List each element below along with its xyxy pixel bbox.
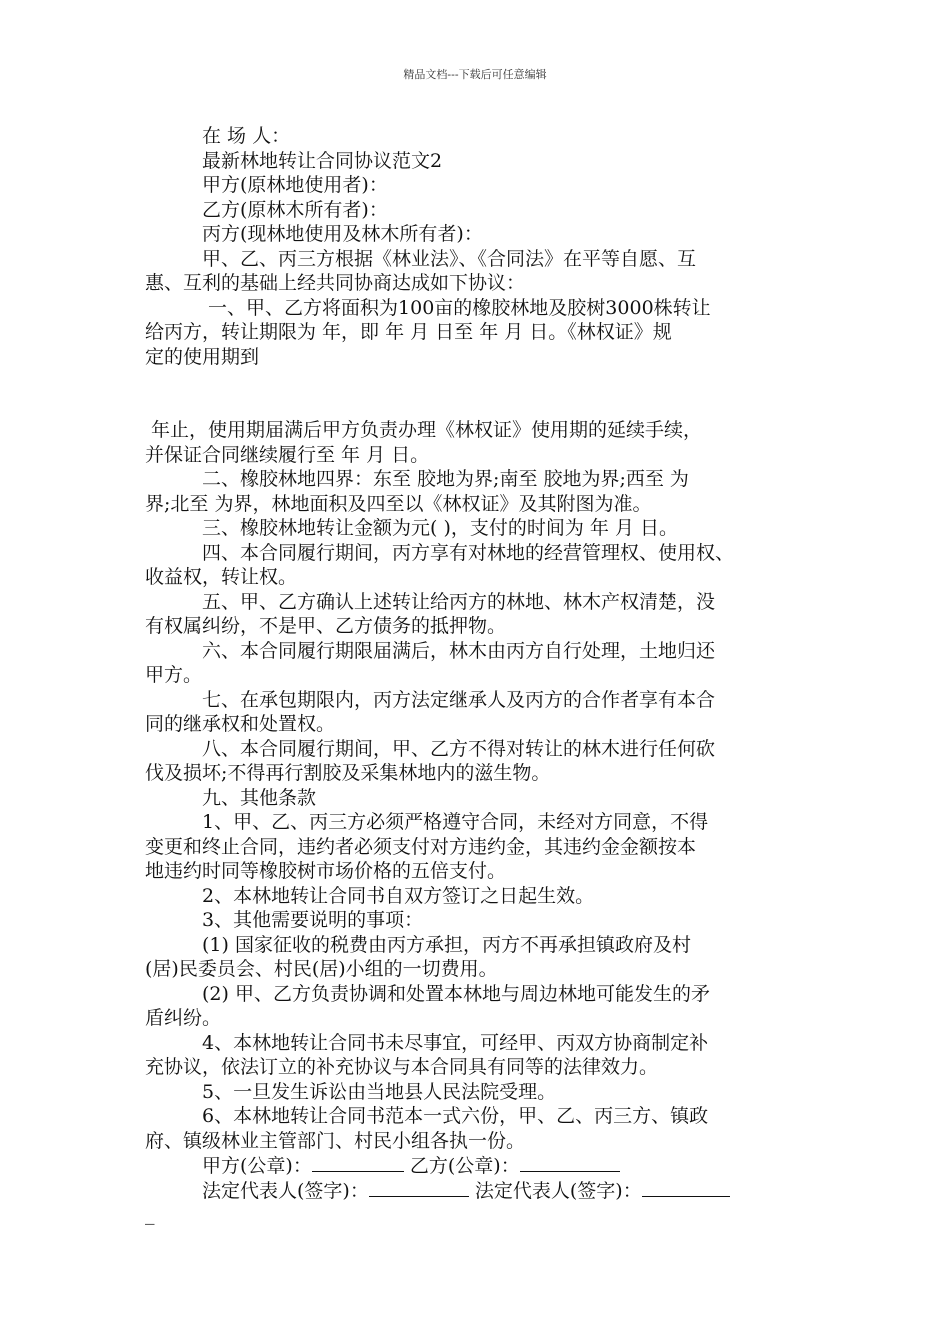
clause-1-line: 定的使用期到 (145, 345, 260, 368)
clause-1-line: 年止，使用期届满后甲方负责办理《林权证》使用期的延续手续， (145, 419, 703, 441)
clause-7-line: 同的继承权和处置权。 (145, 713, 336, 735)
clause-9-heading: 九、其他条款 (202, 786, 317, 809)
sub-clause-line: 4、本林地转让合同书未尽事宜，可经甲、丙双方协商制定补 (202, 1031, 709, 1054)
legal-rep-b-label: 法定代表人(签字)： (474, 1179, 642, 1202)
clause-6-line: 六、本合同履行期限届满后，林木由丙方自行处理，土地归还 (202, 639, 716, 662)
clause-6-line: 甲方。 (145, 664, 203, 686)
sub-clause-line: 变更和终止合同，违约者必须支付对方违约金，其违约金金额按本 (145, 835, 697, 858)
sub-clause-line: 2、本林地转让合同书自双方签订之日起生效。 (202, 884, 595, 907)
witness-line: 在 场 人： (202, 125, 291, 147)
party-c-line: 丙方(现林地使用及林木所有者)： (202, 223, 483, 245)
page-header: 精品文档---下载后可任意编辑 (403, 68, 547, 81)
clause-1-line: 一、甲、乙方将面积为100亩的橡胶林地及胶树3000株转让 (202, 296, 711, 319)
clause-8-line: 八、本合同履行期间，甲、乙方不得对转让的林木进行任何砍 (202, 737, 716, 760)
legal-rep-a-label: 法定代表人(签字)： (202, 1179, 369, 1202)
clause-4-line: 四、本合同履行期间，丙方享有对林地的经营管理权、使用权、 (202, 541, 735, 564)
sub-clause-line: 地违约时同等橡胶树市场价格的五倍支付。 (145, 860, 507, 882)
paragraph-gap (145, 369, 820, 418)
clause-3-line: 三、橡胶林地转让金额为元( )，支付的时间为 年 月 日。 (202, 517, 678, 539)
party-a-line: 甲方(原林地使用者)： (202, 174, 388, 196)
legal-rep-a-blank (369, 1178, 469, 1197)
trailing-dash: _ (145, 1203, 155, 1225)
clause-2-line: 二、橡胶林地四界：东至 胶地为界;南至 胶地为界;西至 为 (202, 468, 689, 490)
sub-clause-line: 盾纠纷。 (145, 1007, 222, 1029)
clause-1-line: 并保证合同继续履行至 年 月 日。 (145, 443, 430, 466)
sub-clause-line: (2) 甲、乙方负责协调和处置本林地与周边林地可能发生的矛 (202, 982, 710, 1005)
paragraph-line: 惠、互利的基础上经共同协商达成如下协议： (145, 272, 526, 294)
clause-4-line: 收益权，转让权。 (145, 566, 298, 588)
sub-clause-line: 充协议，依法订立的补充协议与本合同具有同等的法律效力。 (145, 1056, 659, 1078)
sub-clause-line: 3、其他需要说明的事项： (202, 909, 424, 931)
sub-clause-line: (居)民委员会、村民(居)小组的一切费用。 (145, 958, 498, 980)
party-b-line: 乙方(原林木所有者)： (202, 198, 388, 221)
clause-1-line: 给丙方，转让期限为 年，即 年 月 日至 年 月 日。《林权证》规 (145, 321, 672, 343)
clause-5-line: 五、甲、乙方确认上述转让给丙方的林地、林木产权清楚，没 (202, 590, 716, 613)
clause-7-line: 七、在承包期限内，丙方法定继承人及丙方的合作者享有本合 (202, 688, 716, 711)
party-b-seal-blank (520, 1153, 620, 1172)
sub-clause-line: 5、一旦发生诉讼由当地县人民法院受理。 (202, 1080, 557, 1103)
contract-body (145, 124, 820, 1227)
clause-2-line: 界;北至 为界，林地面积及四至以《林权证》及其附图为准。 (145, 492, 652, 515)
legal-rep-line (145, 1178, 820, 1203)
paragraph-line: 甲、乙、丙三方根据《林业法》、《合同法》在平等自愿、互 (202, 247, 697, 270)
sub-clause-line: (1) 国家征收的税费由丙方承担，丙方不再承担镇政府及村 (202, 933, 691, 956)
party-b-seal-label: 乙方(公章)： (409, 1155, 520, 1177)
party-a-seal-label: 甲方(公章)： (202, 1155, 312, 1177)
seal-line (145, 1153, 820, 1178)
sub-clause-line: 府、镇级林业主管部门、村民小组各执一份。 (145, 1129, 526, 1152)
legal-rep-b-blank (642, 1178, 730, 1197)
sub-clause-line: 6、本林地转让合同书范本一式六份，甲、乙、丙三方、镇政 (202, 1105, 709, 1127)
clause-5-line: 有权属纠纷，不是甲、乙方债务的抵押物。 (145, 615, 507, 637)
sub-clause-line: 1、甲、乙、丙三方必须严格遵守合同，未经对方同意，不得 (202, 811, 709, 833)
document-title: 最新林地转让合同协议范文2 (202, 149, 443, 172)
party-a-seal-blank (312, 1153, 404, 1172)
clause-8-line: 伐及损坏;不得再行割胶及采集林地内的滋生物。 (145, 762, 551, 784)
